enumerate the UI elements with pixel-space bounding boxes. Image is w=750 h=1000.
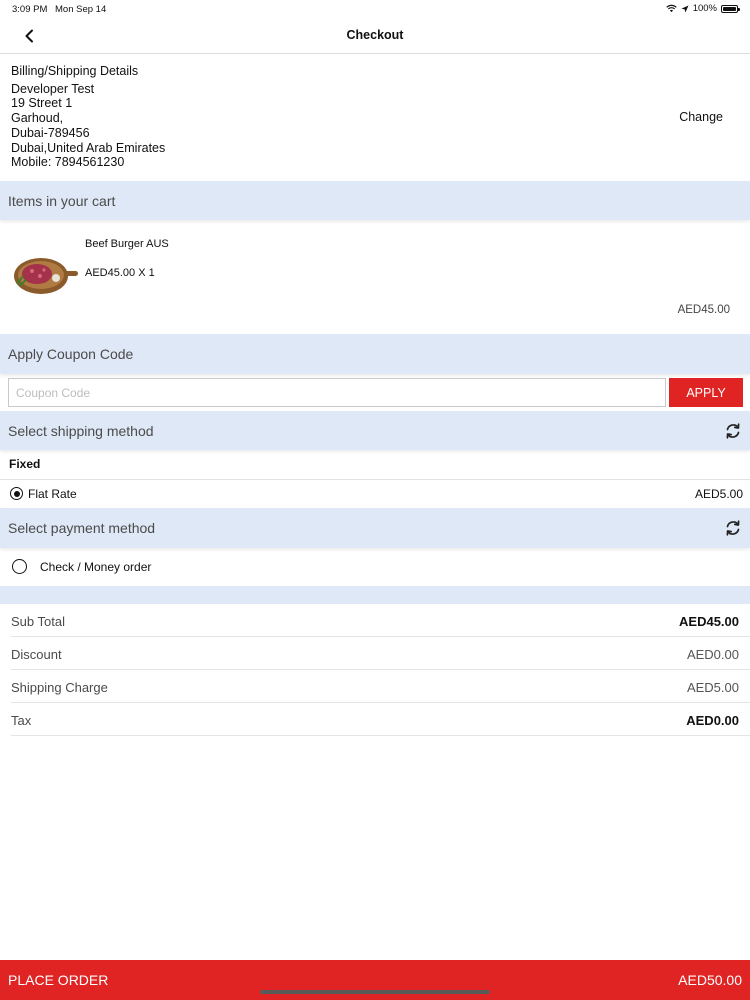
place-order-button[interactable] [0, 960, 750, 1000]
radio-button[interactable] [12, 559, 27, 574]
status-date: Mon Sep 14 [55, 4, 107, 15]
shipping-option-price: AED5.00 [694, 487, 743, 501]
totals-row-subtotal [11, 604, 750, 637]
coupon-section-header [0, 334, 750, 374]
totals-row-tax [11, 703, 750, 736]
payment-section-header [0, 508, 750, 548]
totals-value: AED5.00 [686, 680, 739, 695]
nav-bar [0, 18, 750, 54]
cart-header-label: Items in your cart [8, 192, 116, 209]
product-price-qty: AED45.00 X 1 [85, 267, 155, 279]
totals-row-shipping [11, 670, 750, 703]
shipping-option-flat-rate[interactable] [0, 481, 750, 507]
coupon-header-label: Apply Coupon Code [8, 346, 134, 362]
section-divider-band [0, 586, 750, 604]
cart-section-header [0, 181, 750, 220]
totals-label: Sub Total [11, 614, 65, 629]
battery-percent: 100% [692, 3, 717, 14]
shipping-option-label: Flat Rate [28, 487, 77, 501]
totals-label: Discount [11, 647, 62, 662]
address-heading: Billing/Shipping Details [11, 64, 139, 78]
status-time: 3:09 PM [12, 4, 48, 15]
totals-value: AED45.00 [679, 614, 739, 629]
address-block [11, 64, 165, 170]
coupon-code-input[interactable] [8, 378, 666, 407]
product-image [11, 252, 79, 298]
payment-option-check-money-order[interactable] [0, 550, 750, 584]
payment-header-label: Select payment method [8, 520, 156, 536]
divider [0, 479, 750, 480]
status-indicators [666, 3, 738, 14]
product-name: Beef Burger AUS [85, 238, 169, 250]
payment-option-label: Check / Money order [40, 560, 152, 574]
address-line: Developer Test [11, 81, 95, 96]
battery-icon [721, 5, 738, 13]
location-arrow-icon [681, 5, 689, 13]
home-indicator[interactable] [260, 990, 490, 994]
shipping-section-header [0, 411, 750, 450]
totals-value: AED0.00 [686, 647, 739, 662]
radio-button-selected[interactable] [10, 487, 23, 500]
place-order-label: PLACE ORDER [8, 972, 109, 988]
coupon-row [0, 375, 750, 411]
refresh-icon[interactable] [724, 519, 742, 537]
address-line: Dubai-789456 [11, 125, 90, 140]
grand-total: AED50.00 [678, 972, 742, 988]
address-line: Garhoud, [11, 111, 64, 126]
address-line: Dubai,United Arab Emirates [11, 140, 166, 155]
order-totals [11, 604, 750, 736]
wifi-icon [666, 4, 677, 13]
apply-coupon-button[interactable]: APPLY [669, 378, 743, 407]
totals-value: AED0.00 [686, 713, 739, 728]
totals-label: Shipping Charge [11, 680, 108, 695]
totals-row-discount [11, 637, 750, 670]
refresh-icon[interactable] [724, 422, 742, 440]
totals-label: Tax [11, 713, 32, 728]
billing-shipping-details [0, 55, 750, 181]
address-line: Mobile: 7894561230 [11, 155, 125, 170]
status-bar [0, 0, 750, 18]
shipping-group-label: Fixed [9, 457, 41, 471]
cart-item [0, 222, 750, 334]
change-address-button[interactable]: Change [679, 110, 723, 124]
shipping-header-label: Select shipping method [8, 422, 154, 439]
product-line-total: AED45.00 [677, 304, 730, 316]
address-line: 19 Street 1 [11, 96, 73, 111]
page-title: Checkout [346, 28, 404, 42]
